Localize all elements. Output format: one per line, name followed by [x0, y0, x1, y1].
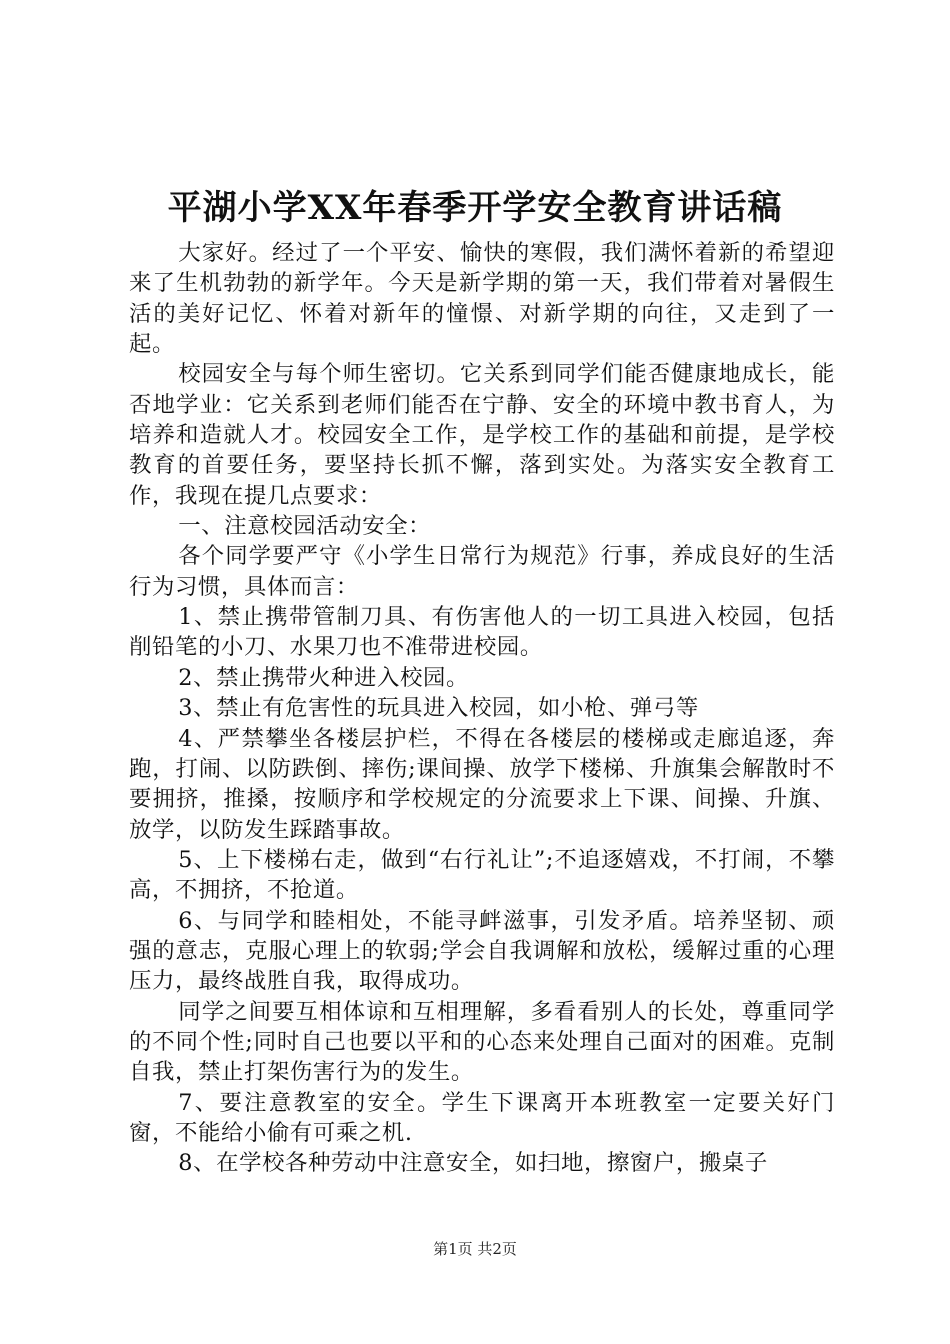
rule-item-8: 8、在学校各种劳动中注意安全，如扫地，擦窗户，搬桌子: [178, 1150, 768, 1177]
document-title: 平湖小学XX年春季开学安全教育讲话稿: [167, 188, 783, 228]
document-body: [129, 238, 835, 1179]
rule-item-2: 2、禁止携带火种进入校园。: [178, 664, 469, 691]
paragraph-campus-safety: 校园安全与每个师生密切。它关系到同学们能否健康地成长，能否地学业：它关系到老师们能否在宁静、安全的环境中教书育人，为培养和造就人才。校园安全工作，是学校工作的基础和前提，是学校教育的首要任务，要坚持长抓不懈，落到实处。为落实安全教育工作，我现在提几点要求：: [129, 361, 835, 509]
rule-item-3: 3、禁止有危害性的玩具进入校园，如小枪、弹弓等: [178, 695, 699, 722]
rule-item-6: 6、与同学和睦相处，不能寻衅滋事，引发矛盾。培养坚韧、顽强的意志，克服心理上的软弱;学会自我调解和放松，缓解过重的心理压力，最终战胜自我，取得成功。: [129, 907, 835, 995]
rule-item-7: 7、要注意教室的安全。学生下课离开本班教室一定要关好门窗，不能给小偷有可乘之机.: [129, 1089, 835, 1146]
rule-item-4: 4、严禁攀坐各楼层护栏，不得在各楼层的楼梯或走廊追逐，奔跑，打闹、以防跌倒、摔伤;课间操、放学下楼梯、升旗集会解散时不要拥挤，推搡，按顺序和学校规定的分流要求上下课、间操、升旗、放学，以防发生踩踏事故。: [129, 725, 835, 843]
section-heading-1: 一、注意校园活动安全：: [178, 513, 432, 540]
paragraph-mutual-understanding: 同学之间要互相体谅和互相理解，多看看别人的长处，尊重同学的不同个性;同时自己也要以平和的心态来处理自己面对的困难。克制自我，禁止打架伤害行为的发生。: [129, 998, 835, 1086]
paragraph-greeting: 大家好。经过了一个平安、愉快的寒假，我们满怀着新的希望迎来了生机勃勃的新学年。今天是新学期的第一天，我们带着对暑假生活的美好记忆、怀着对新年的憧憬、对新学期的向往，又走到了一起。: [129, 240, 835, 358]
paragraph-norms: 各个同学要严守《小学生日常行为规范》行事，养成良好的生活行为习惯，具体而言：: [129, 543, 835, 600]
rule-item-5: 5、上下楼梯右走，做到“右行礼让”;不追逐嬉戏，不打闹，不攀高，不拥挤，不抢道。: [129, 846, 835, 904]
rule-item-1: 1、禁止携带管制刀具、有伤害他人的一切工具进入校园，包括削铅笔的小刀、水果刀也不准带进校园。: [129, 604, 835, 661]
page-footer: 第1页 共2页: [433, 1240, 517, 1258]
